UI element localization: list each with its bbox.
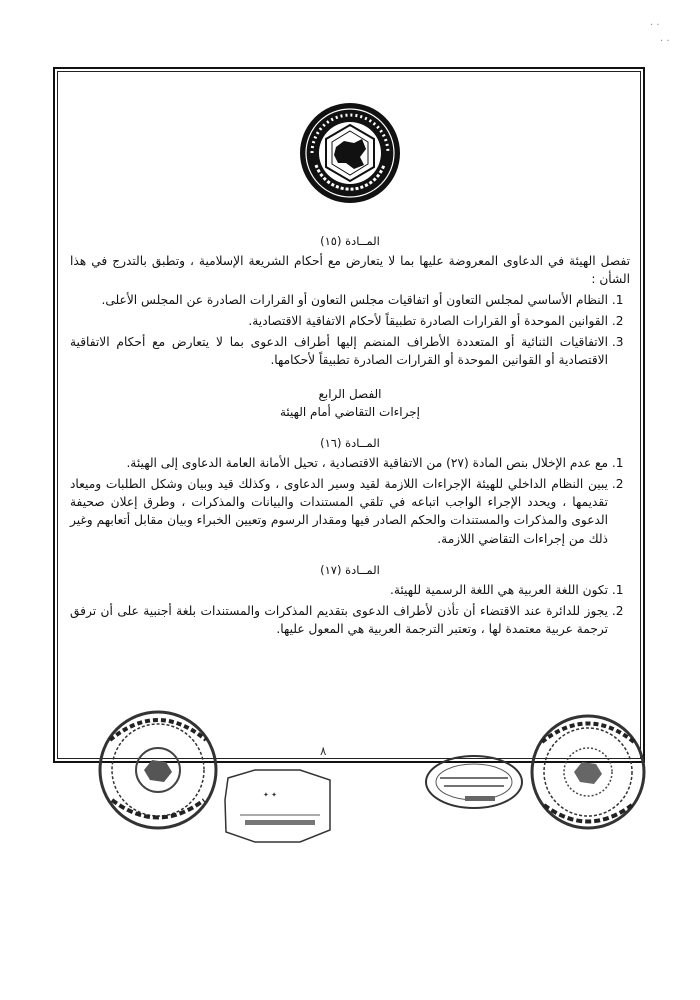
article-17-list [70,581,630,639]
article-16-list [70,454,630,548]
chapter-subtitle: إجراءات التقاضي أمام الهيئة [280,405,420,420]
document-page [60,75,640,765]
list-item: 2. يجوز للدائرة عند الاقتضاء أن تأذن لأطراف الدعوى بتقديم المذكرات والمستندات بلغة أجنبية على أن ترفق ترجمة عربية معتمدة لها ، وتعتبر الترجمة العربية هي المعول عليها. [70,602,608,638]
article-15-list [70,291,630,370]
list-item: 1. تكون اللغة العربية هي اللغة الرسمية للهيئة. [70,581,608,599]
list-item: 3. الاتفاقيات الثنائية أو المتعددة الأطراف المنضم إليها أطراف الدعوى بما لا يتعارض مع أحكام الاتفاقية الاقتصادية أو القوانين الموحدة أو القرارات الصادرة تطبيقاً لأحكامها. [70,333,608,369]
article-15-heading: المــادة (١٥) [320,234,380,248]
document-body [70,232,630,642]
list-item: 1. مع عدم الإخلال بنص المادة (٢٧) من الاتفاقية الاقتصادية ، تحيل الأمانة العامة الدعاوى إلى الهيئة. [70,454,608,472]
stamp-cabinet-icon [225,770,330,842]
chapter-title: الفصل الرابع [318,387,382,402]
list-item: 2. يبين النظام الداخلي للهيئة الإجراءات اللازمة لقيد وسير الدعاوى ، وكذلك قيد وبيان وشكل الطلبات وميعاد تقديمها ، ويحدد الإجراء الواجب اتباعه في تلقي المستندات والبيانات والمذكرات ، وطرق إعلان صحيفة الدعوى والمذكرات والمستندات والحكم الصادر فيها ومقدار الرسوم وتعيين الخبراء وبيان مقابل أتعابهم وغير ذلك من إجراءات التقاضي اللازمة. [70,475,608,548]
article-15-intro: تفصل الهيئة في الدعاوى المعروضة عليها بما لا يتعارض مع أحكام الشريعة الإسلامية ، وتطبق بالتدرج في هذا الشأن : [70,254,630,287]
list-item: 2. القوانين الموحدة أو القرارات الصادرة تطبيقاً لأحكام الاتفاقية الاقتصادية. [70,312,608,330]
article-16-heading: المــادة (١٦) [320,435,380,450]
scan-speck: · · [660,36,670,47]
gcc-emblem-icon [298,101,402,205]
page-number: ٨ [320,744,327,758]
scan-speck: · · [650,20,660,31]
article-17-heading: المــادة (١٧) [320,562,380,577]
list-item: 1. النظام الأساسي لمجلس التعاون أو اتفاقيات مجلس التعاون أو القرارات الصادرة عن المجلس الأعلى. [70,291,608,309]
svg-text:✦ ✦: ✦ ✦ [263,791,277,799]
